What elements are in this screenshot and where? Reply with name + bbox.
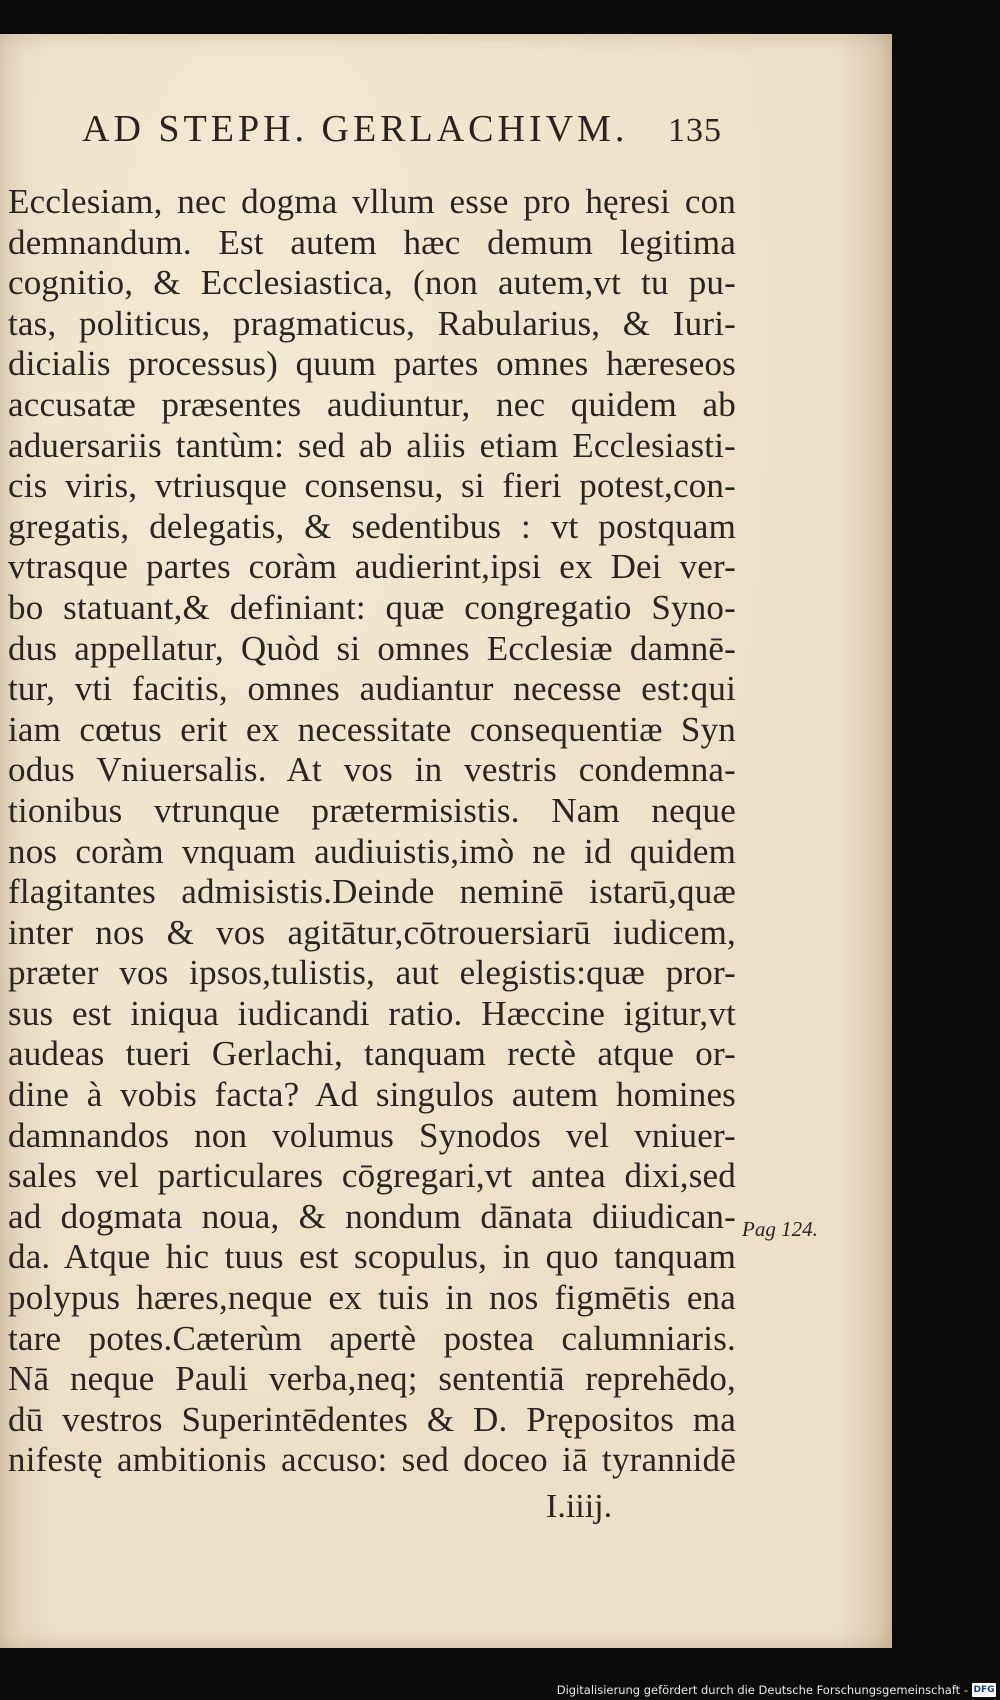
text-line: dine à vobis facta? Ad singulos autem homines bbox=[8, 1075, 736, 1115]
book-page bbox=[0, 34, 892, 1648]
text-line: iam cœtus erit ex necessitate consequentiæ Syn bbox=[8, 709, 736, 749]
running-head bbox=[82, 107, 722, 151]
text-line: gregatis, delegatis, & sedentibus : vt postquam bbox=[8, 506, 736, 546]
text-line: accusatæ præsentes audiuntur, nec quidem ab bbox=[8, 384, 736, 424]
text-line: audeas tueri Gerlachi, tanquam rectè atque or- bbox=[8, 1034, 736, 1074]
text-line: sales vel particulares cōgregari,vt antea dixi,sed bbox=[8, 1156, 736, 1196]
text-line: cognitio, & Ecclesiastica, (non autem,vt tu pu- bbox=[8, 263, 736, 303]
body-text bbox=[8, 182, 736, 1481]
text-line: dus appellatur, Quòd si omnes Ecclesiæ damnē- bbox=[8, 628, 736, 668]
marginal-note: Pag 124. bbox=[742, 1217, 818, 1241]
digitization-credit: Digitalisierung gefördert durch die Deutsche Forschungsgemeinschaft - bbox=[556, 1683, 968, 1697]
text-line: da. Atque hic tuus est scopulus, in quo tanquam bbox=[8, 1237, 736, 1277]
footer-bar bbox=[0, 1678, 1000, 1700]
text-line: sus est iniqua iudicandi ratio. Hæccine igitur,vt bbox=[8, 993, 736, 1033]
text-line: dicialis processus) quum partes omnes hæreseos bbox=[8, 344, 736, 384]
page-number: 135 bbox=[668, 112, 722, 149]
text-line: demnandum. Est autem hæc demum legitima bbox=[8, 222, 736, 262]
text-line: bo statuant,& definiant: quæ congregatio Syno- bbox=[8, 587, 736, 627]
text-line: præter vos ipsos,tulistis, aut elegistis:quæ pror- bbox=[8, 953, 736, 993]
text-line: vtrasque partes coràm audierint,ipsi ex Dei ver- bbox=[8, 547, 736, 587]
signature-mark: I.iiij. bbox=[546, 1488, 613, 1525]
text-line: polypus hæres,neque ex tuis in nos figmētis ena bbox=[8, 1278, 736, 1318]
text-line: odus Vniuersalis. At vos in vestris condemna- bbox=[8, 750, 736, 790]
text-line: tur, vti facitis, omnes audiantur necesse est:qui bbox=[8, 669, 736, 709]
text-line: nos coràm vnquam audiuistis,imò ne id quidem bbox=[8, 831, 736, 871]
text-line: tare potes.Cæterùm apertè postea calumniaris. bbox=[8, 1318, 736, 1358]
text-line: Ecclesiam, nec dogma vllum esse pro hęresi con bbox=[8, 182, 736, 221]
text-line: aduersariis tantùm: sed ab aliis etiam Ecclesiasti- bbox=[8, 425, 736, 465]
text-line: ad dogmata noua, & nondum dānata diiudican- bbox=[8, 1196, 736, 1236]
text-line: tionibus vtrunque prætermisistis. Nam neque bbox=[8, 790, 736, 830]
dfg-logo-icon: DFG bbox=[973, 1685, 995, 1695]
text-line: inter nos & vos agitātur,cōtrouersiarū iudicem, bbox=[8, 912, 736, 952]
text-line: Nā neque Pauli verba,neq; sententiā reprehēdo, bbox=[8, 1359, 736, 1399]
text-line: damnandos non volumus Synodos vel vniuer- bbox=[8, 1115, 736, 1155]
text-line: nifestę ambitionis accuso: sed doceo iā tyrannidē bbox=[8, 1440, 736, 1480]
text-line: flagitantes admisistis.Deinde neminē istarū,quæ bbox=[8, 872, 736, 912]
text-line: dū vestros Superintēdentes & D. Prępositos ma bbox=[8, 1399, 736, 1439]
text-line: cis viris, vtriusque consensu, si fieri potest,con- bbox=[8, 466, 736, 506]
text-line: tas, politicus, pragmaticus, Rabularius, & Iuri- bbox=[8, 303, 736, 343]
running-head-title: AD STEPH. GERLACHIVM. bbox=[82, 108, 629, 150]
